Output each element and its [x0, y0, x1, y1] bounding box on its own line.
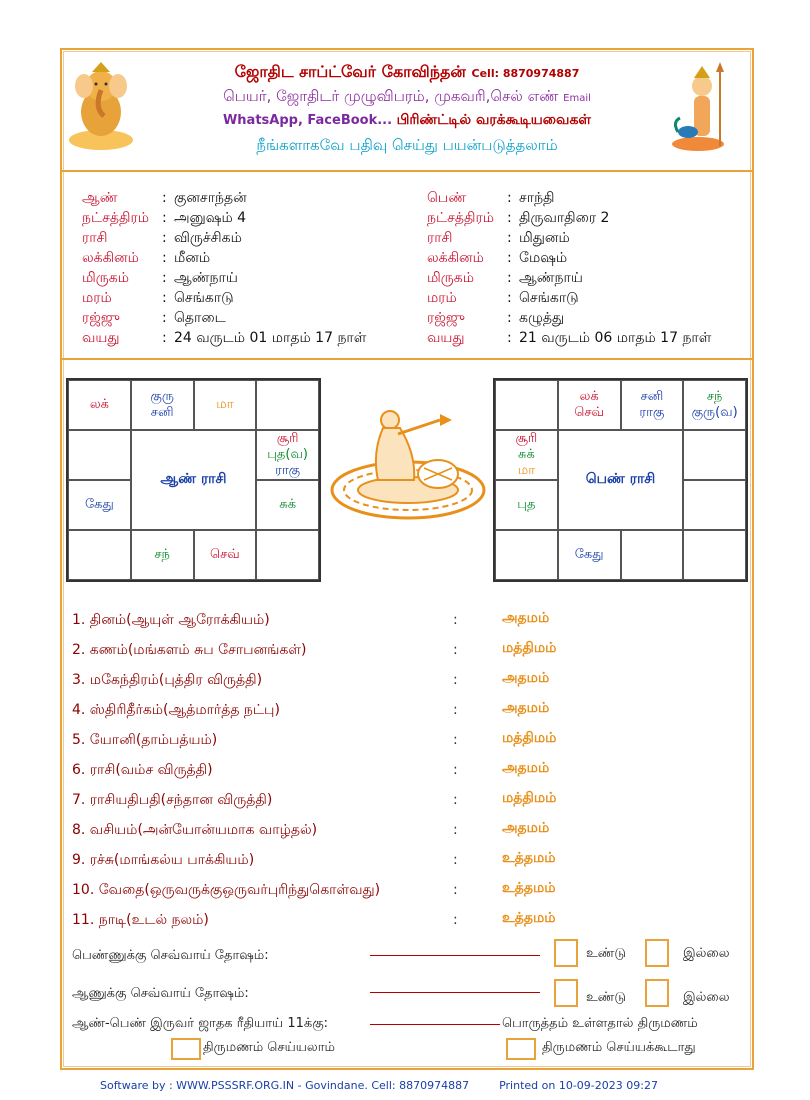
groom-value-6: தொடை: [174, 310, 226, 326]
planet-label: சுக்: [517, 447, 535, 462]
bride-label-6: ரஜ்ஜு: [427, 310, 465, 326]
groom-value-0: குனசாந்தன்: [174, 190, 247, 206]
groom-label-0: ஆண்: [82, 190, 118, 206]
groom-label-5: மரம்: [82, 290, 112, 306]
porutham-result-6: அதமம்: [502, 760, 550, 776]
groom_chart-house-14: [194, 530, 257, 580]
groom_chart-house-0: [68, 380, 131, 430]
porutham-result-1: அதமம்: [502, 610, 550, 626]
colon: :: [162, 330, 167, 346]
porutham-result-7: மத்திமம்: [502, 790, 557, 806]
planet-label: மா: [216, 397, 234, 412]
planet-label: சூரி: [276, 431, 299, 446]
colon: :: [162, 250, 167, 266]
bride_chart-house-13: [558, 530, 621, 580]
porutham-label-1: 1. தினம்(ஆயுள் ஆரோக்கியம்): [72, 612, 270, 628]
porutham-label-2: 2. கணம்(மங்களம் சுப சோபனங்கள்): [72, 642, 307, 658]
colon: :: [507, 290, 512, 306]
porutham-label-11: 11. நாடி(உடல் நலம்): [72, 912, 209, 928]
bride-value-1: திருவாதிரை 2: [519, 210, 610, 226]
colon: :: [162, 290, 167, 306]
colon: :: [507, 190, 512, 206]
porutham-result-2: மத்திமம்: [502, 640, 557, 656]
software-credit: Software by : WWW.PSSSRF.ORG.IN - Govindane. Cell: 8870974887: [100, 1079, 470, 1092]
can-marry-label: திருமணம் செய்யலாம்: [203, 1040, 335, 1055]
groom-dosham-question: ஆணுக்கு செவ்வாய் தோஷம்:: [72, 986, 249, 1001]
cannot-marry-checkbox[interactable]: [506, 1038, 536, 1060]
bride_chart-house-11: [683, 480, 746, 530]
planet-label: செவ்: [209, 547, 240, 562]
porutham-result-8: அதமம்: [502, 820, 550, 836]
planet-label: லக்: [579, 389, 599, 404]
bride-label-3: லக்கினம்: [427, 250, 484, 266]
bride-label-7: வயது: [427, 330, 465, 346]
bride-value-6: கழுத்து: [519, 310, 565, 326]
colon: :: [507, 250, 512, 266]
bride_chart-center-label: பெண் ராசி: [558, 430, 684, 530]
bride-value-4: ஆண்நாய்: [519, 270, 583, 286]
planet-label: குரு(வ): [691, 405, 738, 420]
groom-label-1: நட்சத்திரம்: [82, 210, 149, 226]
porutham-label-6: 6. ராசி(வம்ச விருத்தி): [72, 762, 213, 778]
answer-line: [370, 955, 540, 956]
groom-value-7: 24 வருடம் 01 மாதம் 17 நாள்: [174, 330, 367, 346]
colon: :: [453, 792, 458, 808]
planet-label: குரு: [150, 389, 174, 404]
colon: :: [507, 210, 512, 226]
divider: [62, 170, 752, 172]
answer-line: [370, 992, 540, 993]
colon: :: [453, 762, 458, 778]
answer-line: [370, 1024, 500, 1025]
groom_chart-house-11: [256, 480, 319, 530]
colon: :: [453, 732, 458, 748]
colon: :: [507, 230, 512, 246]
porutham-result-11: உத்தமம்: [502, 910, 556, 926]
groom-rasi-chart: [66, 378, 321, 582]
groom_chart-house-15: [256, 530, 319, 580]
header-line-4: நீங்களாகவே பதிவு செய்து பயன்படுத்தலாம்: [256, 136, 558, 154]
bride-dosham-yes-checkbox[interactable]: [554, 939, 578, 967]
planet-label: புத(வ): [267, 447, 308, 462]
groom-value-4: ஆண்நாய்: [174, 270, 238, 286]
colon: :: [453, 882, 458, 898]
porutham-label-4: 4. ஸ்திரிதீர்கம்(ஆத்மார்த்த நட்பு): [72, 702, 280, 718]
yes-label: உண்டு: [586, 990, 626, 1005]
planet-label: ராகு: [275, 463, 301, 478]
cannot-marry-label: திருமணம் செய்யக்கூடாது: [542, 1040, 696, 1055]
colon: :: [162, 230, 167, 246]
yes-label: உண்டு: [586, 946, 626, 961]
bride-label-2: ராசி: [427, 230, 453, 246]
combined-answer: பொருத்தம் உள்ளதால் திருமணம்: [502, 1016, 698, 1031]
groom_chart-house-7: [256, 430, 319, 480]
planet-label: சந்: [706, 389, 723, 404]
groom-value-5: செங்காடு: [174, 290, 234, 306]
groom-dosham-yes-checkbox[interactable]: [554, 979, 578, 1007]
header-line-3: WhatsApp, FaceBook... பிரிண்ட்டில் வரக்கூடியவைகள்: [222, 112, 592, 128]
footer: [100, 1079, 658, 1092]
divider: [62, 358, 752, 360]
planet-label: புத: [517, 497, 536, 512]
bride_chart-house-4: [495, 430, 558, 480]
planet-label: சூரி: [515, 431, 538, 446]
groom_chart-center-label: ஆண் ராசி: [131, 430, 257, 530]
groom_chart-house-12: [68, 530, 131, 580]
porutham-label-9: 9. ரச்சு(மாங்கல்ய பாக்கியம்): [72, 852, 255, 868]
colon: :: [162, 210, 167, 226]
porutham-result-3: அதமம்: [502, 670, 550, 686]
colon: :: [453, 912, 458, 928]
planet-label: செவ்: [574, 405, 604, 420]
porutham-result-10: உத்தமம்: [502, 880, 556, 896]
groom_chart-house-4: [68, 430, 131, 480]
bride_chart-house-15: [683, 530, 746, 580]
groom-label-7: வயது: [82, 330, 120, 346]
porutham-result-9: உத்தமம்: [502, 850, 556, 866]
colon: :: [162, 310, 167, 326]
porutham-label-5: 5. யோனி(தாம்பத்யம்): [72, 732, 218, 748]
wedding-musician-icon: [328, 398, 488, 522]
porutham-label-7: 7. ராசியதிபதி(சந்தான விருத்தி): [72, 792, 273, 808]
groom-label-2: ராசி: [82, 230, 108, 246]
groom-dosham-no-checkbox[interactable]: [645, 979, 669, 1007]
bride_chart-house-1: [558, 380, 621, 430]
bride-dosham-question: பெண்ணுக்கு செவ்வாய் தோஷம்:: [72, 948, 269, 963]
colon: :: [507, 330, 512, 346]
printed-date: Printed on 10-09-2023 09:27: [499, 1079, 658, 1092]
groom_chart-house-1: [131, 380, 194, 430]
bride_chart-house-14: [621, 530, 684, 580]
planet-label: சுக்: [279, 497, 297, 512]
bride-label-5: மரம்: [427, 290, 457, 306]
groom-label-3: லக்கினம்: [82, 250, 139, 266]
colon: :: [453, 852, 458, 868]
groom-value-2: விருச்சிகம்: [174, 230, 242, 246]
bride-value-0: சாந்தி: [519, 190, 555, 206]
groom-value-3: மீனம்: [174, 250, 211, 266]
bride-value-2: மிதுனம்: [519, 230, 570, 246]
planet-label: லக்: [89, 397, 109, 412]
planet-label: சந்: [154, 547, 170, 562]
groom_chart-house-3: [256, 380, 319, 430]
bride_chart-house-12: [495, 530, 558, 580]
header-line-2: பெயர், ஜோதிடர் முழுவிபரம், முகவரி,செல் எண் Email: [223, 87, 591, 105]
bride-rasi-chart: [493, 378, 748, 582]
colon: :: [453, 702, 458, 718]
colon: :: [453, 612, 458, 628]
bride_chart-house-3: [683, 380, 746, 430]
combined-question: ஆண்-பெண் இருவர் ஜாதக ரீதியாய் 11க்கு:: [72, 1016, 329, 1031]
colon: :: [162, 190, 167, 206]
porutham-label-8: 8. வசியம்(அன்யோன்யமாக வாழ்தல்): [72, 822, 318, 838]
groom-value-1: அனுஷம் 4: [174, 210, 247, 226]
colon: :: [453, 642, 458, 658]
colon: :: [453, 672, 458, 688]
planet-label: சனி: [150, 405, 174, 420]
porutham-result-4: அதமம்: [502, 700, 550, 716]
no-label: இல்லை: [683, 990, 730, 1005]
no-label: இல்லை: [683, 946, 730, 961]
bride-value-5: செங்காடு: [519, 290, 579, 306]
groom-label-6: ரஜ்ஜு: [82, 310, 120, 326]
bride-label-1: நட்சத்திரம்: [427, 210, 494, 226]
groom_chart-house-8: [68, 480, 131, 530]
planet-label: கேது: [574, 547, 604, 562]
colon: :: [162, 270, 167, 286]
bride-label-4: மிருகம்: [427, 270, 474, 286]
can-marry-checkbox[interactable]: [171, 1038, 201, 1060]
groom_chart-house-13: [131, 530, 194, 580]
colon: :: [507, 270, 512, 286]
bride-value-3: மேஷம்: [519, 250, 568, 266]
planet-label: மா: [517, 463, 535, 478]
bride_chart-house-2: [621, 380, 684, 430]
bride_chart-house-7: [683, 430, 746, 480]
colon: :: [453, 822, 458, 838]
bride-dosham-no-checkbox[interactable]: [645, 939, 669, 967]
porutham-result-5: மத்திமம்: [502, 730, 557, 746]
bride_chart-house-0: [495, 380, 558, 430]
planet-label: சனி: [640, 389, 664, 404]
bride-label-0: பெண்: [427, 190, 467, 206]
porutham-label-3: 3. மகேந்திரம்(புத்திர விருத்தி): [72, 672, 263, 688]
groom_chart-house-2: [194, 380, 257, 430]
colon: :: [507, 310, 512, 326]
bride-value-7: 21 வருடம் 06 மாதம் 17 நாள்: [519, 330, 712, 346]
bride_chart-house-8: [495, 480, 558, 530]
groom-label-4: மிருகம்: [82, 270, 129, 286]
header-line-1: ஜோதிட சாப்ட்வேர் கோவிந்தன் Cell: 8870974887: [234, 62, 580, 81]
porutham-label-10: 10. வேதை(ஒருவருக்குஒருவர்புரிந்துகொள்வது): [72, 882, 381, 898]
planet-label: ராகு: [639, 405, 665, 420]
planet-label: கேது: [84, 497, 114, 512]
